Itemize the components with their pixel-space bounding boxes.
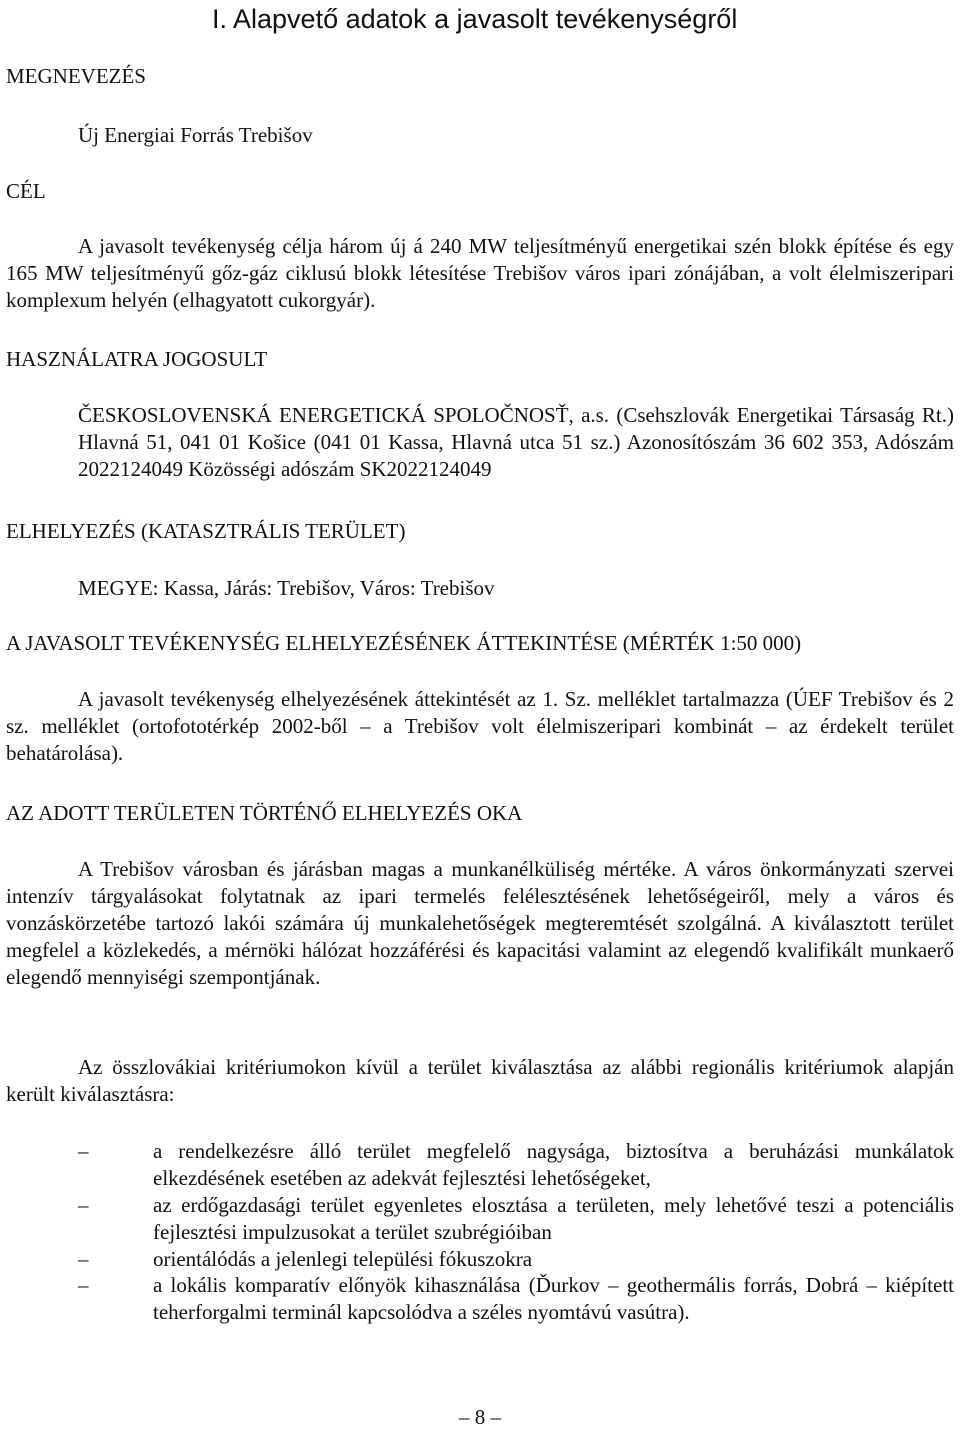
criteria-list xyxy=(6,1138,954,1326)
oka-paragraph: A Trebišov városban és járásban magas a munkanélküliség mértéke. A város önkormányzati szervei intenzív tárgyalásokat folytatnak az ipari termelés felélesztésének lehetőségeiről, mely a város és vonzáskörzetébe tartozó lakói számára új munkalehetőségek megteremtését szolgálná. A kiválasztott terület megfelel a közlekedés, a mérnöki hálózat hozzáférési és kapacitási valamint az elegendő kvalifikált munkaerő elegendő mennyiségi szempontjának. xyxy=(6,857,954,989)
page-number: – 8 – xyxy=(459,1405,501,1429)
dash-bullet: – xyxy=(78,1192,89,1217)
oka-label: AZ ADOTT TERÜLETEN TÖRTÉNŐ ELHELYEZÉS OKA xyxy=(6,801,523,825)
cel-paragraph: A javasolt tevékenység célja három új á 240 MW teljesítményű energetikai szén blokk építése és egy 165 MW teljesítményű gőz-gáz ciklusú blokk létesítése Trebišov város ipari zónájában, a volt élelmiszeripari komplexum helyén (elhagyatott cukorgyár). xyxy=(6,234,954,312)
elhelyezes-value: MEGYE: Kassa, Járás: Trebišov, Város: Trebišov xyxy=(78,576,495,600)
hasznalatra-label: HASZNÁLATRA JOGOSULT xyxy=(6,347,268,371)
attekintes-paragraph: A javasolt tevékenység elhelyezésének áttekintését az 1. Sz. melléklet tartalmazza (ÚEF Trebišov és 2 sz. melléklet (ortofototérkép 2002-ből – a Trebišov volt élelmiszeripari kombinát – az érdekelt terület behatárolása). xyxy=(6,687,954,765)
attekintes-label: A JAVASOLT TEVÉKENYSÉG ELHELYEZÉSÉNEK ÁTTEKINTÉSE (MÉRTÉK 1:50 000) xyxy=(6,631,802,655)
dash-bullet: – xyxy=(78,1139,89,1163)
elhelyezes-label: ELHELYEZÉS (KATASZTRÁLIS TERÜLET) xyxy=(6,519,406,543)
list-item: – a lokális komparatív előnyök kihasználása (Ďurkov – geothermális forrás, Dobrá – kiépített teherforgalmi terminál kapcsolódva a széles nyomtávú vasútra). xyxy=(78,1273,954,1325)
megnevezes-label: MEGNEVEZÉS xyxy=(6,64,146,88)
list-item: – orientálódás a jelenlegi települési fókuszokra xyxy=(78,1246,533,1271)
hasznalatra-paragraph: ČESKOSLOVENSKÁ ENERGETICKÁ SPOLOČNOSŤ, a.s. (Csehszlovák Energetikai Társaság Rt.) Hlavná 51, 041 01 Košice (041 01 Kassa, Hlavná utca 51 sz.) Azonosítószám 36 602 353, Adószám 2022124049 Közösségi adószám SK2022124049 xyxy=(78,403,954,481)
megnevezes-value: Új Energiai Forrás Trebišov xyxy=(78,123,313,147)
page-title: I. Alapvető adatok a javasolt tevékenységről xyxy=(212,4,738,34)
dash-bullet: – xyxy=(78,1246,89,1271)
oka-paragraph-2: Az összlovákiai kritériumokon kívül a terület kiválasztása az alábbi regionális kritériumok alapján került kiválasztásra: xyxy=(6,1055,954,1106)
cel-label: CÉL xyxy=(6,179,46,203)
dash-bullet: – xyxy=(78,1273,89,1298)
list-item: – a rendelkezésre álló terület megfelelő nagysága, biztosítva a beruházási munkálatok elkezdésének esetében az adekvát fejlesztési lehetőségeket, xyxy=(78,1139,954,1190)
list-item: – az erdőgazdasági terület egyenletes elosztása a területen, mely lehetővé teszi a potenciális fejlesztési impulzusokat a terület szubrégióiban xyxy=(78,1192,954,1244)
